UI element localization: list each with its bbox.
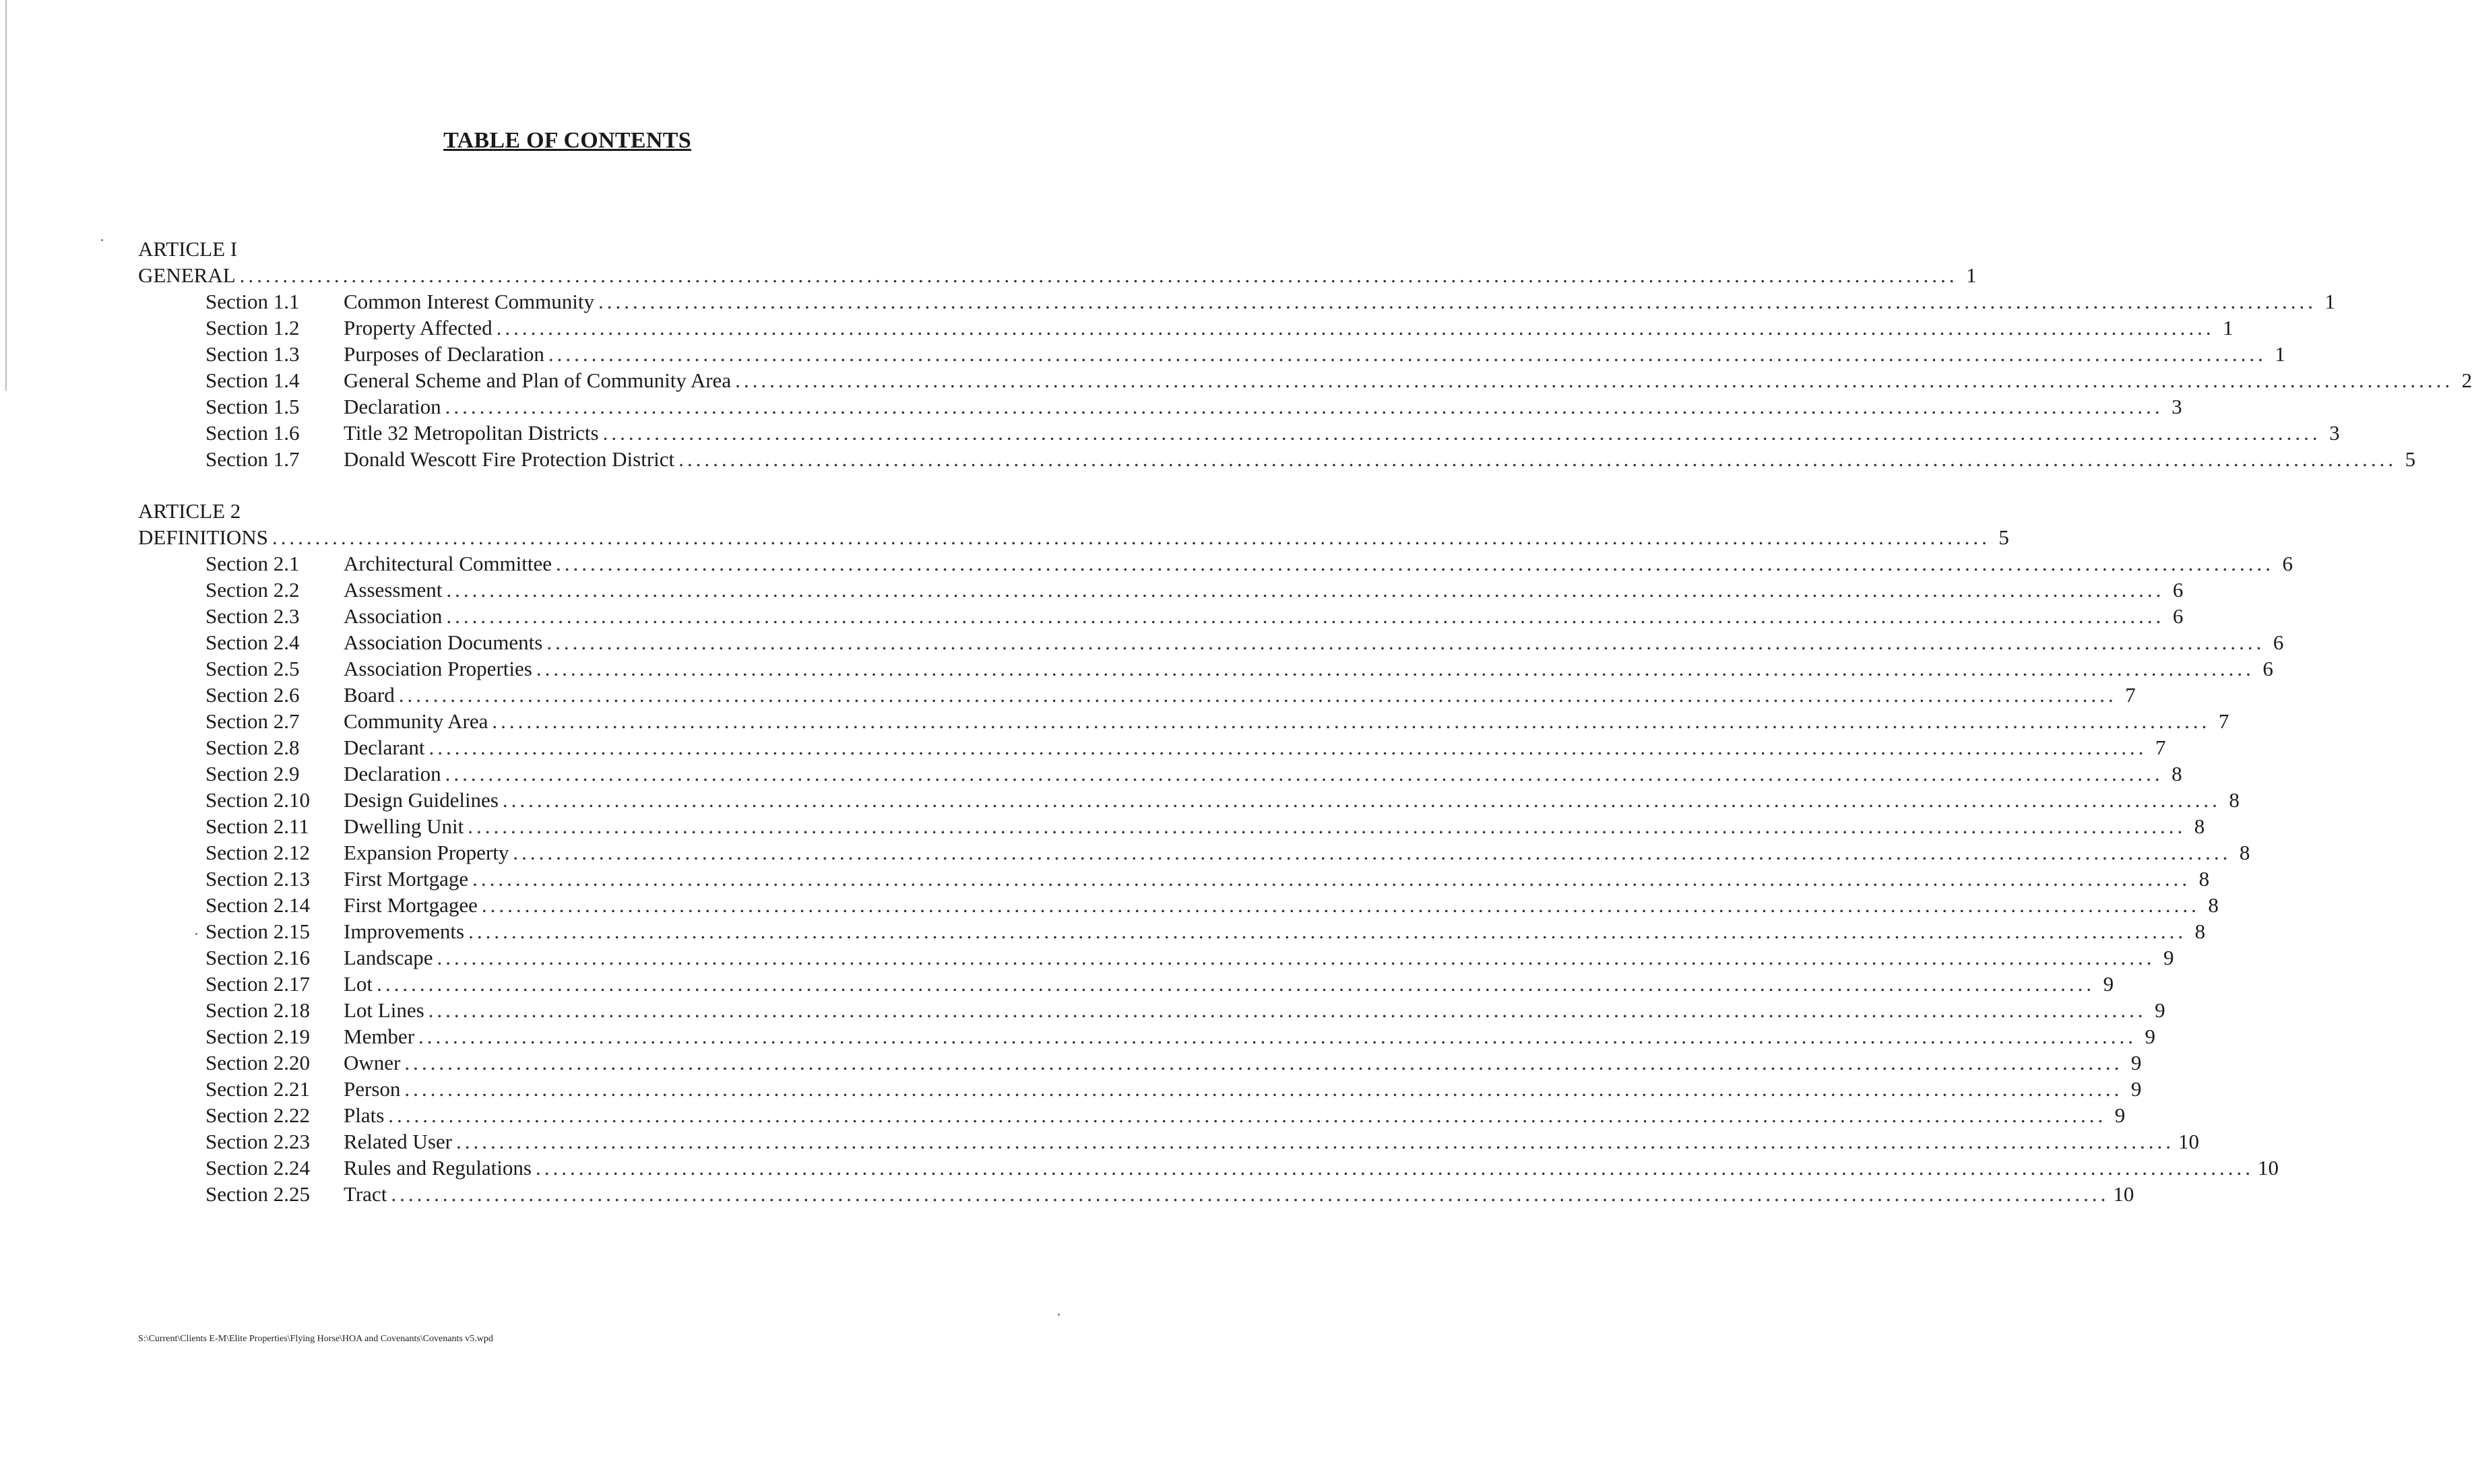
- section-number: Section 1.4: [205, 368, 300, 392]
- leader-dots: ........................................................................................................................................................................................................: [546, 631, 2265, 654]
- leader-dots: ........................................................................................................................................................................................................: [455, 1130, 2174, 1153]
- leader-dots: ........................................................................................................................................................................................................: [678, 447, 2397, 471]
- toc-entry: [138, 918, 2206, 944]
- toc-entry: [138, 315, 2233, 341]
- toc-entry: [138, 1128, 2199, 1155]
- section-title: First Mortgagee: [344, 893, 478, 917]
- leader-dots: ........................................................................................................................................................................................................: [418, 1025, 2137, 1048]
- page-number: 8: [2208, 893, 2219, 917]
- toc-entry: [138, 550, 2293, 577]
- leader-dots: ........................................................................................................................................................................................................: [735, 368, 2454, 392]
- section-title: Dwelling Unit: [344, 814, 464, 838]
- page-number: 1: [2324, 290, 2335, 313]
- article-heading-row: [138, 262, 1977, 288]
- leader-dots: ........................................................................................................................................................................................................: [536, 657, 2254, 680]
- page-number: 9: [2145, 1025, 2156, 1048]
- page-number: 7: [2125, 683, 2136, 707]
- toc-entry: [138, 1155, 2279, 1181]
- section-title: Improvements: [344, 920, 465, 943]
- toc-entry: [138, 734, 2166, 761]
- leader-dots: ........................................................................................................................................................................................................: [472, 867, 2191, 891]
- section-title: Tract: [344, 1182, 387, 1206]
- toc-entry: [138, 761, 2182, 787]
- toc-entry: [138, 787, 2240, 813]
- toc-entry: [138, 393, 2182, 420]
- page-number: 5: [1998, 525, 2009, 549]
- article-heading: GENERAL: [138, 263, 236, 287]
- section-number: Section 1.1: [205, 290, 300, 313]
- section-number: Section 1.2: [205, 316, 300, 340]
- toc-entry: [138, 420, 2340, 446]
- section-number: Section 2.10: [205, 788, 310, 812]
- leader-dots: ........................................................................................................................................................................................................: [398, 683, 2117, 707]
- leader-dots: ........................................................................................................................................................................................................: [535, 1156, 2254, 1180]
- article-label: ARTICLE 2: [138, 499, 241, 523]
- section-title: Lot: [344, 972, 373, 996]
- section-number: Section 2.3: [205, 604, 300, 628]
- leader-dots: ........................................................................................................................................................................................................: [445, 395, 2163, 418]
- page-number: 10: [2113, 1182, 2134, 1206]
- page-number: 9: [2155, 998, 2165, 1022]
- section-title: Property Affected: [344, 316, 493, 340]
- page-number: 9: [2114, 1103, 2126, 1127]
- section-number: Section 2.12: [205, 841, 310, 864]
- section-title: Declarant: [344, 736, 425, 759]
- leader-dots: ........................................................................................................................................................................................................: [404, 1077, 2123, 1101]
- section-number: Section 2.13: [205, 867, 310, 891]
- toc-entry: [138, 892, 2219, 918]
- section-title: Purposes of Declaration: [344, 342, 544, 366]
- section-title: First Mortgage: [344, 867, 469, 891]
- page-number: 1: [1966, 263, 1977, 287]
- page-number: 8: [2239, 841, 2250, 864]
- leader-dots: ........................................................................................................................................................................................................: [602, 421, 2321, 445]
- page-number: 8: [2172, 762, 2182, 785]
- section-number: Section 2.25: [205, 1182, 310, 1206]
- section-number: Section 1.5: [205, 395, 300, 418]
- section-title: Person: [344, 1077, 401, 1101]
- leader-dots: ........................................................................................................................................................................................................: [468, 814, 2186, 838]
- section-number: Section 2.2: [205, 578, 300, 602]
- toc-entry: [138, 866, 2210, 892]
- toc-entry: [138, 1050, 2142, 1076]
- page-number: 3: [2329, 421, 2340, 445]
- leader-dots: ........................................................................................................................................................................................................: [548, 342, 2267, 366]
- section-number: Section 2.5: [205, 657, 300, 680]
- leader-dots: ........................................................................................................................................................................................................: [496, 316, 2215, 340]
- page-number: 2: [2461, 368, 2472, 392]
- table-of-contents: [138, 236, 2472, 1233]
- article-block: [138, 498, 2293, 1207]
- section-number: Section 2.11: [205, 814, 309, 838]
- toc-entry: [138, 1181, 2134, 1207]
- page-number: 10: [2178, 1130, 2199, 1153]
- section-title: Owner: [344, 1051, 401, 1074]
- section-title: Assessment: [344, 578, 443, 602]
- leader-dots: ........................................................................................................................................................................................................: [391, 1182, 2110, 1206]
- page-number: 10: [2257, 1156, 2279, 1180]
- section-title: Related User: [344, 1130, 452, 1153]
- leader-dots: ........................................................................................................................................................................................................: [481, 893, 2200, 917]
- page-number: 6: [2262, 657, 2273, 680]
- toc-entry: [138, 944, 2174, 971]
- toc-entry: [138, 839, 2250, 866]
- page-number: 9: [2130, 1077, 2142, 1101]
- section-title: Title 32 Metropolitan Districts: [344, 421, 599, 445]
- section-number: Section 2.9: [205, 762, 300, 785]
- section-title: Expansion Property: [344, 841, 509, 864]
- section-number: Section 2.19: [205, 1025, 310, 1048]
- page-number: 6: [2282, 552, 2293, 575]
- leader-dots: ........................................................................................................................................................................................................: [446, 578, 2165, 602]
- page-number: 8: [2194, 814, 2205, 838]
- toc-entry: [138, 446, 2416, 472]
- leader-dots: ........................................................................................................................................................................................................: [492, 709, 2211, 733]
- section-title: General Scheme and Plan of Community Area: [344, 368, 732, 392]
- toc-entry: [138, 577, 2184, 603]
- section-title: Community Area: [344, 709, 488, 733]
- toc-entry: [138, 367, 2472, 393]
- section-title: Association: [344, 604, 443, 628]
- leader-dots: ........................................................................................................................................................................................................: [404, 1051, 2123, 1074]
- page-number: 9: [2163, 946, 2174, 969]
- leader-dots: ........................................................................................................................................................................................................: [428, 998, 2147, 1022]
- toc-entry: [138, 603, 2184, 629]
- page-number: 1: [2223, 316, 2233, 340]
- section-title: Landscape: [344, 946, 433, 969]
- leader-dots: ........................................................................................................................................................................................................: [429, 736, 2147, 759]
- toc-entry: [138, 288, 2335, 315]
- section-number: Section 2.24: [205, 1156, 310, 1180]
- page-number: 7: [2218, 709, 2229, 733]
- section-number: Section 2.18: [205, 998, 310, 1022]
- section-number: Section 2.6: [205, 683, 300, 707]
- section-number: Section 2.4: [205, 631, 300, 654]
- leader-dots: ........................................................................................................................................................................................................: [446, 604, 2165, 628]
- article-block: [138, 236, 2472, 472]
- section-title: Declaration: [344, 762, 441, 785]
- section-number: Section 2.15: [205, 920, 310, 943]
- page-number: 6: [2273, 631, 2284, 654]
- toc-entry: [138, 341, 2285, 367]
- section-number: Section 2.8: [205, 736, 300, 759]
- section-title: Architectural Committee: [344, 552, 552, 575]
- scan-speck: [195, 933, 197, 935]
- section-number: Section 1.3: [205, 342, 300, 366]
- article-label: ARTICLE I: [138, 237, 238, 261]
- toc-entry: [138, 1023, 2156, 1050]
- section-number: Section 1.6: [205, 421, 300, 445]
- page-title: TABLE OF CONTENTS: [443, 128, 691, 153]
- page-number: 8: [2198, 867, 2210, 891]
- section-number: Section 2.22: [205, 1103, 310, 1127]
- file-path-footer: S:\Current\Clients E-M\Elite Properties\Flying Horse\HOA and Covenants\Covenants v5.wpd: [138, 1334, 493, 1344]
- section-title: Member: [344, 1025, 415, 1048]
- toc-entry: [138, 655, 2273, 682]
- page-number: 6: [2172, 604, 2184, 628]
- toc-entry: [138, 682, 2136, 708]
- toc-entry: [138, 708, 2229, 734]
- scan-edge-line: [5, 0, 7, 391]
- section-number: Section 2.20: [205, 1051, 310, 1074]
- toc-entry: [138, 997, 2165, 1023]
- section-number: Section 2.7: [205, 709, 300, 733]
- page-number: 9: [2130, 1051, 2142, 1074]
- section-title: Rules and Regulations: [344, 1156, 532, 1180]
- leader-dots: ........................................................................................................................................................................................................: [502, 788, 2221, 812]
- leader-dots: ........................................................................................................................................................................................................: [556, 552, 2275, 575]
- section-title: Association Documents: [344, 631, 543, 654]
- page-number: 8: [2194, 920, 2206, 943]
- section-number: Section 1.7: [205, 447, 300, 471]
- section-title: Plats: [344, 1103, 385, 1127]
- leader-dots: ........................................................................................................................................................................................................: [445, 762, 2163, 785]
- section-number: Section 2.1: [205, 552, 300, 575]
- toc-entry: [138, 971, 2114, 997]
- page-number: 6: [2172, 578, 2184, 602]
- section-number: Section 2.21: [205, 1077, 310, 1101]
- page-number: 1: [2275, 342, 2285, 366]
- page-number: 7: [2155, 736, 2166, 759]
- page-number: 8: [2229, 788, 2240, 812]
- section-title: Lot Lines: [344, 998, 424, 1022]
- section-title: Donald Wescott Fire Protection District: [344, 447, 675, 471]
- scan-speck: [1058, 1314, 1060, 1316]
- scan-speck: [101, 239, 103, 241]
- toc-entry: [138, 1102, 2126, 1128]
- section-title: Board: [344, 683, 395, 707]
- section-title: Declaration: [344, 395, 441, 418]
- leader-dots: ........................................................................................................................................................................................................: [272, 525, 1990, 549]
- section-number: Section 2.17: [205, 972, 310, 996]
- toc-entry: [138, 1076, 2142, 1102]
- section-number: Section 2.23: [205, 1130, 310, 1153]
- article-heading: DEFINITIONS: [138, 525, 268, 549]
- page-number: 9: [2103, 972, 2114, 996]
- section-number: Section 2.14: [205, 893, 310, 917]
- leader-dots: ........................................................................................................................................................................................................: [598, 290, 2316, 313]
- page-number: 3: [2172, 395, 2182, 418]
- section-title: Association Properties: [344, 657, 532, 680]
- page-number: 5: [2405, 447, 2416, 471]
- leader-dots: ........................................................................................................................................................................................................: [513, 841, 2231, 864]
- leader-dots: ........................................................................................................................................................................................................: [239, 263, 1958, 287]
- article-heading-row: [138, 524, 2009, 550]
- leader-dots: ........................................................................................................................................................................................................: [377, 972, 2095, 996]
- toc-entry: [138, 629, 2284, 655]
- section-title: Common Interest Community: [344, 290, 594, 313]
- section-title: Design Guidelines: [344, 788, 499, 812]
- section-number: Section 2.16: [205, 946, 310, 969]
- toc-entry: [138, 813, 2205, 839]
- leader-dots: ........................................................................................................................................................................................................: [468, 920, 2187, 943]
- leader-dots: ........................................................................................................................................................................................................: [437, 946, 2155, 969]
- leader-dots: ........................................................................................................................................................................................................: [388, 1103, 2107, 1127]
